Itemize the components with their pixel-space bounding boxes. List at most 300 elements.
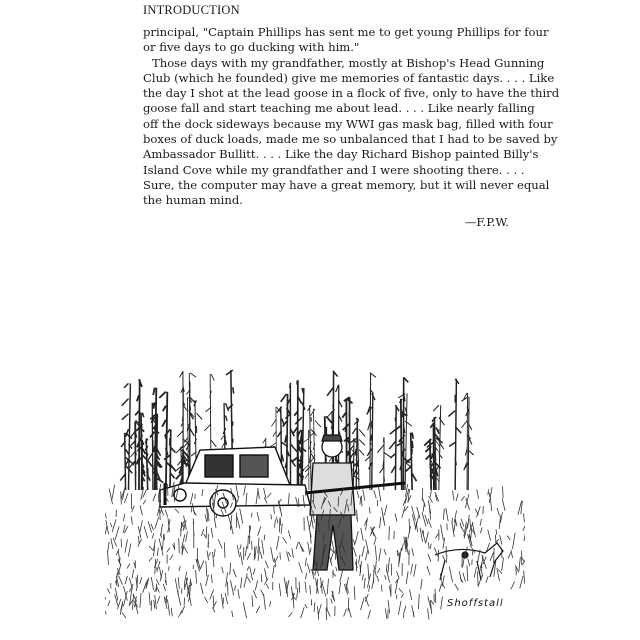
grass-stroke bbox=[178, 592, 181, 606]
grass-stroke bbox=[237, 517, 240, 529]
grass-stroke bbox=[280, 517, 281, 525]
grass-stroke bbox=[247, 553, 251, 560]
grass-stroke bbox=[463, 573, 466, 582]
grass-stroke bbox=[406, 571, 408, 584]
grass-stroke bbox=[349, 608, 352, 617]
grass-stroke bbox=[233, 569, 236, 577]
grass-stroke bbox=[182, 606, 185, 614]
grass-stroke bbox=[109, 489, 112, 504]
grass-stroke bbox=[486, 576, 488, 582]
grass-stroke bbox=[461, 496, 464, 500]
grass-stroke bbox=[191, 507, 192, 512]
grass-stroke bbox=[151, 524, 154, 530]
grass-stroke bbox=[490, 498, 491, 511]
grass-stroke bbox=[149, 546, 153, 550]
grass-stroke bbox=[131, 516, 132, 524]
grass-stroke bbox=[257, 526, 260, 535]
grass-stroke bbox=[179, 566, 180, 571]
grass-stroke bbox=[127, 563, 130, 568]
grass-stroke bbox=[507, 536, 510, 540]
grass-stroke bbox=[266, 584, 269, 589]
grass-stroke bbox=[232, 611, 233, 617]
grass-stroke bbox=[283, 537, 287, 543]
text-line: Sure, the computer may have a great memory, but it will never equal bbox=[143, 177, 550, 192]
grass-stroke bbox=[116, 571, 117, 584]
grass-stroke bbox=[255, 546, 256, 558]
grass-stroke bbox=[264, 594, 266, 609]
grass-stroke bbox=[441, 596, 443, 609]
grass-stroke bbox=[157, 596, 160, 603]
grass-stroke bbox=[389, 526, 390, 540]
grass-stroke bbox=[401, 594, 403, 598]
grass-stroke bbox=[155, 517, 159, 529]
grass-stroke bbox=[260, 552, 262, 559]
grass-stroke bbox=[477, 571, 478, 587]
grass-stroke bbox=[204, 597, 207, 603]
grass-stroke bbox=[124, 493, 128, 503]
hunting-scene-illustration bbox=[105, 355, 525, 620]
grass-stroke bbox=[107, 551, 108, 565]
grass-stroke bbox=[179, 538, 180, 553]
grass-stroke bbox=[207, 551, 209, 561]
grass-stroke bbox=[167, 599, 169, 615]
grass-stroke bbox=[182, 546, 183, 554]
grass-stroke bbox=[115, 594, 118, 605]
grass-stroke bbox=[368, 610, 371, 619]
grass-stroke bbox=[240, 508, 243, 523]
grass-stroke bbox=[184, 547, 188, 553]
grass-stroke bbox=[322, 584, 326, 597]
grass-stroke bbox=[125, 576, 127, 584]
grass-stroke bbox=[163, 584, 165, 591]
grass-stroke bbox=[240, 544, 241, 549]
grass-stroke bbox=[178, 577, 179, 588]
grass-stroke bbox=[182, 534, 185, 548]
grass-stroke bbox=[119, 576, 123, 585]
grass-stroke bbox=[441, 525, 444, 541]
grass-stroke bbox=[508, 553, 511, 559]
grass-stroke bbox=[238, 589, 239, 599]
grass-stroke bbox=[257, 512, 259, 521]
grass-stroke bbox=[122, 484, 125, 500]
grass-stroke bbox=[430, 544, 431, 549]
grass-stroke bbox=[159, 538, 162, 550]
grass-stroke bbox=[121, 539, 122, 547]
grass-stroke bbox=[301, 607, 305, 618]
grass-stroke bbox=[524, 570, 525, 583]
grass-stroke bbox=[339, 582, 341, 595]
grass-stroke bbox=[157, 567, 158, 572]
grass-stroke bbox=[318, 604, 321, 615]
grass-stroke bbox=[108, 601, 110, 606]
grass-stroke bbox=[253, 590, 256, 598]
grass-stroke bbox=[224, 542, 225, 558]
grass-stroke bbox=[247, 566, 250, 571]
grass-stroke bbox=[511, 550, 513, 558]
grass-stroke bbox=[379, 548, 381, 561]
grass-stroke bbox=[200, 583, 203, 594]
grass-stroke bbox=[261, 574, 262, 582]
grass-stroke bbox=[255, 581, 257, 591]
grass-stroke bbox=[308, 542, 310, 555]
grass-stroke bbox=[310, 548, 311, 553]
tree-stroke bbox=[120, 433, 132, 490]
grass-stroke bbox=[296, 542, 298, 549]
grass-stroke bbox=[354, 586, 355, 599]
grass-stroke bbox=[153, 494, 156, 502]
grass-stroke bbox=[213, 596, 214, 609]
text-line: Island Cove while my grandfather and I were shooting there. . . . bbox=[143, 162, 525, 177]
grass-stroke bbox=[421, 579, 422, 590]
grass-stroke bbox=[288, 530, 290, 538]
grass-stroke bbox=[357, 510, 358, 522]
grass-stroke bbox=[411, 564, 413, 575]
grass-stroke bbox=[326, 607, 327, 619]
grass-stroke bbox=[230, 563, 231, 575]
artist-signature: Shoffstall bbox=[447, 598, 504, 609]
tree-stroke bbox=[365, 373, 376, 490]
grass-stroke bbox=[249, 536, 250, 544]
grass-stroke bbox=[275, 519, 276, 527]
grass-stroke bbox=[240, 552, 242, 565]
grass-stroke bbox=[256, 606, 260, 613]
grass-stroke bbox=[353, 548, 356, 557]
grass-stroke bbox=[105, 610, 106, 614]
grass-stroke bbox=[519, 557, 520, 571]
grass-stroke bbox=[412, 548, 414, 556]
grass-stroke bbox=[365, 550, 367, 560]
grass-stroke bbox=[105, 508, 106, 519]
grass-stroke bbox=[317, 579, 318, 594]
grass-stroke bbox=[314, 602, 315, 612]
grass-stroke bbox=[144, 526, 148, 538]
text-line: off the dock sideways because my WWI gas mask bag, filled with four bbox=[143, 116, 553, 131]
grass-stroke bbox=[299, 562, 303, 573]
grass-stroke bbox=[208, 552, 210, 556]
tree-stroke bbox=[377, 437, 390, 490]
grass-stroke bbox=[410, 589, 412, 600]
grass-stroke bbox=[395, 513, 397, 521]
grass-stroke bbox=[511, 582, 515, 590]
grass-stroke bbox=[364, 578, 365, 589]
grass-stroke bbox=[443, 509, 444, 520]
grass-stroke bbox=[143, 500, 146, 504]
grass-stroke bbox=[244, 573, 247, 587]
grass-stroke bbox=[446, 508, 448, 521]
grass-stroke bbox=[355, 531, 358, 543]
grass-stroke bbox=[264, 569, 267, 581]
grass-stroke bbox=[399, 588, 403, 592]
grass-stroke bbox=[361, 528, 363, 541]
grass-stroke bbox=[227, 582, 228, 596]
grass-stroke bbox=[128, 544, 130, 557]
grass-stroke bbox=[418, 594, 419, 609]
grass-stroke bbox=[162, 534, 163, 550]
grass-stroke bbox=[360, 497, 361, 505]
grass-stroke bbox=[287, 581, 288, 596]
grass-stroke bbox=[305, 604, 308, 608]
grass-stroke bbox=[206, 526, 207, 538]
grass-stroke bbox=[175, 578, 178, 592]
grass-stroke bbox=[279, 583, 281, 596]
grass-stroke bbox=[398, 601, 401, 615]
grass-stroke bbox=[122, 613, 126, 619]
grass-stroke bbox=[115, 526, 119, 539]
grass-stroke bbox=[148, 521, 151, 532]
grass-stroke bbox=[108, 542, 109, 552]
text-line: or five days to go ducking with him." bbox=[143, 40, 360, 55]
grass-stroke bbox=[205, 514, 207, 522]
grass-stroke bbox=[129, 578, 132, 589]
grass-stroke bbox=[214, 517, 216, 528]
grass-stroke bbox=[213, 552, 214, 567]
grass-stroke bbox=[502, 498, 505, 511]
grass-stroke bbox=[496, 529, 497, 534]
text-line: boxes of duck loads, made me so unbalanced that I had to be saved by bbox=[143, 132, 558, 147]
grass-stroke bbox=[480, 527, 482, 533]
grass-stroke bbox=[110, 523, 112, 527]
text-line: Those days with my grandfather, mostly at Bishop's Head Gunning bbox=[152, 55, 545, 70]
grass-stroke bbox=[362, 574, 363, 580]
grass-stroke bbox=[305, 558, 306, 566]
grass-stroke bbox=[214, 601, 216, 606]
tree-line bbox=[120, 370, 473, 490]
grass-stroke bbox=[274, 506, 275, 514]
grass-stroke bbox=[167, 548, 170, 553]
grass-stroke bbox=[289, 613, 293, 618]
tree-stroke bbox=[389, 405, 399, 490]
tree-stroke bbox=[405, 433, 416, 490]
grass-stroke bbox=[385, 608, 387, 618]
grass-stroke bbox=[363, 489, 365, 500]
grass-stroke bbox=[243, 602, 246, 618]
text-line: Ambassador Bullitt. . . . Like the day Richard Bishop painted Billy's bbox=[143, 147, 539, 162]
grass-stroke bbox=[211, 574, 212, 583]
grass-stroke bbox=[214, 549, 215, 557]
grass-stroke bbox=[297, 588, 298, 599]
grass-stroke bbox=[435, 589, 436, 603]
grass-stroke bbox=[245, 546, 247, 556]
grass-stroke bbox=[488, 530, 491, 541]
grass-stroke bbox=[397, 571, 399, 578]
grass-stroke bbox=[331, 598, 333, 603]
grass-stroke bbox=[155, 559, 156, 574]
grass-stroke bbox=[252, 596, 253, 607]
grass-stroke bbox=[382, 507, 385, 522]
grass-stroke bbox=[241, 577, 242, 588]
grass-stroke bbox=[206, 575, 209, 586]
grass-stroke bbox=[384, 549, 386, 555]
grass-stroke bbox=[222, 567, 224, 574]
grass-stroke bbox=[461, 525, 464, 531]
grass-stroke bbox=[497, 568, 500, 581]
grass-stroke bbox=[235, 585, 236, 591]
grass-stroke bbox=[277, 536, 279, 550]
grass-stroke bbox=[170, 555, 173, 561]
tree-stroke bbox=[462, 393, 471, 490]
grass-stroke bbox=[113, 538, 117, 547]
grass-stroke bbox=[369, 507, 370, 513]
grass-stroke bbox=[388, 558, 390, 573]
grass-stroke bbox=[428, 542, 429, 549]
grass-stroke bbox=[216, 514, 217, 518]
grass-stroke bbox=[271, 547, 274, 562]
grass-stroke bbox=[524, 513, 525, 522]
grass-stroke bbox=[520, 576, 523, 588]
grass-stroke bbox=[271, 514, 272, 519]
grass-stroke bbox=[272, 565, 274, 578]
text-line: the day I shot at the lead goose in a flock of five, only to have the third bbox=[143, 86, 560, 101]
grass-stroke bbox=[196, 570, 197, 583]
grass-stroke bbox=[429, 496, 433, 503]
grass-stroke bbox=[248, 536, 249, 549]
grass-stroke bbox=[157, 588, 159, 593]
grass-stroke bbox=[193, 510, 196, 515]
section-heading: INTRODUCTION bbox=[143, 3, 240, 17]
grass-stroke bbox=[336, 567, 337, 572]
grass-stroke bbox=[154, 600, 155, 609]
grass-stroke bbox=[140, 577, 142, 584]
grass-stroke bbox=[435, 533, 438, 538]
grass-stroke bbox=[275, 556, 278, 562]
grass-stroke bbox=[461, 519, 464, 526]
grass-stroke bbox=[360, 598, 364, 610]
grass-stroke bbox=[159, 567, 161, 578]
grass-stroke bbox=[403, 606, 405, 614]
grass-stroke bbox=[206, 506, 208, 522]
grass-stroke bbox=[157, 548, 158, 556]
grass-stroke bbox=[470, 528, 471, 542]
grass-stroke bbox=[149, 557, 152, 561]
grass-stroke bbox=[427, 566, 430, 575]
grass-stroke bbox=[500, 535, 502, 544]
grass-stroke bbox=[237, 545, 239, 557]
grass-stroke bbox=[377, 568, 380, 573]
grass-stroke bbox=[305, 581, 306, 592]
grass-stroke bbox=[428, 519, 431, 528]
grass-stroke bbox=[171, 608, 172, 617]
grass-stroke bbox=[449, 567, 452, 583]
grass-stroke bbox=[280, 552, 281, 559]
tree-stroke bbox=[367, 393, 375, 490]
grass-stroke bbox=[310, 585, 311, 594]
grass-stroke bbox=[270, 601, 271, 607]
grass-stroke bbox=[402, 506, 405, 518]
grass-stroke bbox=[121, 491, 122, 504]
grass-stroke bbox=[152, 533, 154, 538]
grass-stroke bbox=[175, 509, 179, 513]
grass-stroke bbox=[106, 520, 109, 535]
grass-stroke bbox=[231, 523, 234, 534]
tree-stroke bbox=[145, 438, 152, 490]
grass-stroke bbox=[446, 555, 447, 563]
grass-stroke bbox=[428, 554, 431, 562]
grass-stroke bbox=[265, 561, 268, 569]
text-line: Club (which he founded) give me memories of fantastic days. . . . Like bbox=[143, 70, 555, 85]
grass-stroke bbox=[132, 506, 135, 512]
grass-stroke bbox=[132, 594, 133, 610]
grass-stroke bbox=[524, 527, 525, 541]
grass-stroke bbox=[502, 557, 504, 570]
grass-stroke bbox=[169, 566, 170, 570]
grass-stroke bbox=[368, 564, 369, 579]
text-line: goose fall and start teaching me about lead. . . . Like nearly falling bbox=[143, 101, 535, 116]
grass-stroke bbox=[377, 576, 378, 582]
grass-stroke bbox=[513, 533, 516, 549]
grass-stroke bbox=[299, 542, 303, 552]
grass-stroke bbox=[251, 513, 252, 518]
grass-stroke bbox=[186, 531, 188, 542]
grass-stroke bbox=[357, 491, 359, 498]
grass-stroke bbox=[402, 543, 404, 551]
grass-stroke bbox=[488, 489, 489, 495]
grass-stroke bbox=[344, 609, 347, 617]
grass-stroke bbox=[365, 518, 367, 531]
grass-stroke bbox=[361, 496, 362, 507]
grass-stroke bbox=[480, 519, 481, 526]
grass-stroke bbox=[247, 577, 250, 583]
grass-stroke bbox=[423, 503, 424, 512]
grass-stroke bbox=[292, 548, 294, 558]
grass-stroke bbox=[456, 493, 458, 500]
grass-stroke bbox=[374, 538, 376, 545]
grass-stroke bbox=[453, 491, 454, 501]
grass-stroke bbox=[369, 585, 370, 592]
grass-stroke bbox=[385, 575, 387, 579]
grass-stroke bbox=[307, 563, 310, 573]
grass-stroke bbox=[107, 588, 109, 593]
grass-stroke bbox=[362, 546, 364, 556]
grass-stroke bbox=[306, 573, 307, 579]
grass-stroke bbox=[125, 539, 128, 552]
grass-stroke bbox=[477, 489, 479, 498]
grass-stroke bbox=[200, 560, 203, 568]
grass-stroke bbox=[378, 486, 381, 502]
tree-stroke bbox=[397, 377, 410, 490]
grass-stroke bbox=[288, 552, 291, 557]
grass-stroke bbox=[327, 579, 328, 595]
grass-stroke bbox=[184, 598, 185, 606]
grass-stroke bbox=[422, 512, 426, 526]
grass-stroke bbox=[105, 526, 107, 534]
grass-stroke bbox=[523, 523, 525, 531]
grass-stroke bbox=[225, 593, 228, 604]
grass-stroke bbox=[284, 577, 287, 592]
grass-stroke bbox=[472, 523, 475, 537]
grass-stroke bbox=[414, 564, 416, 577]
text-line: the human mind. bbox=[143, 193, 243, 208]
grass-stroke bbox=[201, 529, 204, 536]
grass-stroke bbox=[112, 519, 116, 531]
grass-stroke bbox=[428, 608, 429, 619]
grass-stroke bbox=[140, 593, 141, 608]
grass-stroke bbox=[151, 577, 153, 590]
grass-stroke bbox=[374, 490, 377, 498]
grass-stroke bbox=[138, 536, 139, 544]
grass-stroke bbox=[422, 488, 423, 500]
grass-stroke bbox=[105, 593, 106, 599]
grass-stroke bbox=[206, 561, 207, 576]
grass-stroke bbox=[250, 567, 253, 580]
grass-stroke bbox=[112, 485, 115, 500]
grass-stroke bbox=[132, 569, 134, 578]
body-text bbox=[143, 25, 560, 230]
grass-stroke bbox=[439, 584, 441, 592]
grass-stroke bbox=[140, 505, 142, 515]
grass-stroke bbox=[164, 534, 165, 540]
grass-stroke bbox=[426, 532, 429, 543]
author-signature: —F.P.W. bbox=[464, 214, 509, 229]
